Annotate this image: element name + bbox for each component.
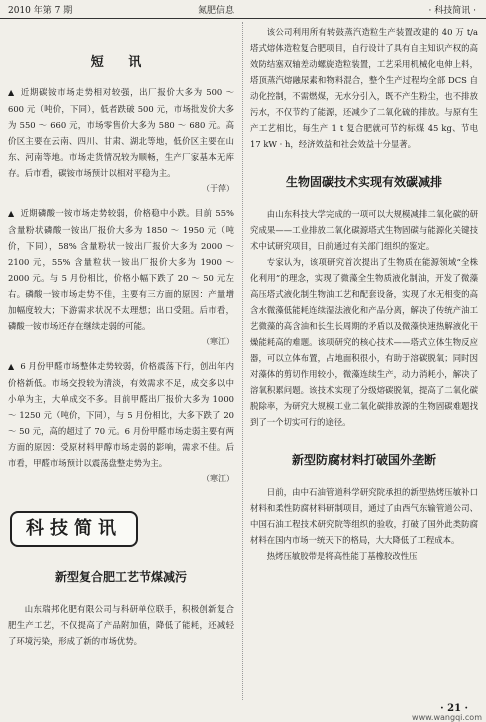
news-item [8, 358, 234, 471]
page-number: · 21 · [440, 703, 468, 714]
triangle-bullet-icon: ▲ [8, 88, 15, 97]
news-item-text: 近期碳铵市场走势相对较强，出厂报价大多为 500 ～ 600 元（吨价，下同），低者跌破 500 元，市场批发价大多为 550 ～ 660 元，市场零售价大多为 580 ～ 680 元。高价区主要在云南、四川、甘肃、湖北等地，低价区主要在山东、河南等地。市场走货情况较为顺畅，生产厂家基本无库存。后市看，碳铵市场预计以相对平稳为主。 [8, 87, 235, 178]
triangle-bullet-icon: ▲ [8, 209, 15, 218]
article-paragraph: 专家认为，该项研究首次提出了生物质在能源领域“全株化利用”的理念，实现了微藻全生物质液化制油，开发了微藻高压塔式液化制生物油工艺和配套设备，实现了水无相变的高含水微藻低能耗连续湿法液化和产品分离，解决了传统产油工艺微藻的高含油和长生长周期的矛盾以及微藻快速热解液化干燥能耗高的难题。该项研究的核心技术——塔式立体生物反应器，可以立体布置，占地面积很小，有助于溶碳脱氧；同时因对藻体的剪切作用较小，微藻连续生产，动力消耗小，解决了溶氧积累问题。该技术实现了分级熔碳脱氧，提高了二氧化碳脱除率，为研究大规模工业二氧化碳排放源的生物固碳难题找到了一个切实可行的途径。 [250, 257, 478, 427]
article-paragraph: 该公司利用所有转鼓蒸汽造粒生产装置改建的 40 万 t/a 塔式熔体造粒复合肥项目，自行设计了具有自主知识产权的高效防结塞双轴差动螺旋造粒装置，工艺采用机械化电伸上料，塔顶蒸汽熔融尿素和物料混合，整个生产过程均全部 DCS 自动化控制，不需燃煤，无水分引入，既不产生粉尘，也不排放污水，不仅节约了能源，还减少了二氧化硫的排放。与原有生产工艺相比，每生产 1 t 复合肥就可节约标煤 45 kg、节电 17 kW · h，经济效益和社会效益十分显著。 [250, 27, 478, 149]
article-title: 新型复合肥工艺节煤减污 [54, 570, 187, 584]
section-banner: 科技简讯 [10, 511, 138, 547]
page-header [0, 0, 486, 19]
news-item-author: （于萍） [202, 184, 234, 193]
left-column [8, 24, 234, 700]
article-paragraph: 由山东科技大学完成的一项可以大规模减排二氧化碳的研究成果——工业排放二氧化碳源塔式生物固碳与能源化关键技术中试研究项目，日前通过有关部门组织的鉴定。 [250, 209, 478, 251]
news-item [8, 84, 234, 181]
article-title: 生物固碳技术实现有效碳减排 [285, 175, 442, 189]
issue-label: 2010 年第 7 期 [8, 6, 73, 16]
news-item-text: 近期磷酸一铵市场走势较弱，价格稳中小跌。目前 55% 含量粉状磷酸一铵出厂报价大多为 1850 ～ 1950 元（吨价，下同），58% 含量粉状一铵出厂报价大多为 2000 ～ 2100 元，55% 含量粒状一铵出厂报价大多为 1900 ～ 2000 元。与 5 月份相比，价格小幅下跌了 20 ～ 50 元左右。磷酸一铵市场走势不佳，主要有三方面的原因：产量增加幅度较大；下游需求状况不太理想；出口受阻。后市看，磷酸一铵市场还存在继续走弱的可能。 [8, 208, 234, 331]
right-column [250, 24, 478, 700]
triangle-bullet-icon: ▲ [8, 362, 15, 371]
article-paragraph: 热烤压敏胶带是将高性能丁基橡胶改性压 [266, 551, 418, 561]
article-paragraph: 日前，由中石油管道科学研究院承担的新型热烤压敏补口材料和柔性防腐材料研制项目，通过了由西气东输管道公司、中国石油工程技术研究院等组织的验收，打破了国外此类防腐材料在国内市场一统天下的格局，大大降低了工程成本。 [250, 487, 478, 545]
news-item-author: （寒江） [202, 474, 234, 483]
journal-name: 氮肥信息 [198, 6, 235, 16]
news-item-text: 6 月份甲醛市场整体走势较弱，价格震荡下行，创出年内价格新低。市场交投较为清淡，有效需求不足，成交多以中小单为主，大单成交不多。目前甲醛出厂报价大多为 1000 ～ 1250 元（吨价，下同），与 5 月份相比，大多下跌了 20 ～ 50 元，高的超过了 70 元。6 月份甲醛市场走弱主要有两方面的原因：受原材料甲醇市场走弱的影响，需求不佳。后市看，甲醛市场预计以震荡盘整走势为主。 [8, 361, 234, 468]
news-item [8, 205, 234, 334]
section-label: · 科技简讯 · [428, 6, 476, 16]
article-paragraph: 山东瑞邦化肥有限公司与科研单位联手，积极创新复合肥生产工艺，不仅提高了产品附加值，降低了能耗，还减轻了环境污染，形成了新的市场优势。 [8, 604, 234, 646]
article-title: 新型防腐材料打破国外垄断 [291, 453, 436, 467]
site-watermark: www.wangqi.com [412, 713, 482, 722]
column-divider [242, 22, 243, 700]
news-item-author: （寒江） [202, 337, 234, 346]
section-title: 短 讯 [90, 55, 152, 70]
